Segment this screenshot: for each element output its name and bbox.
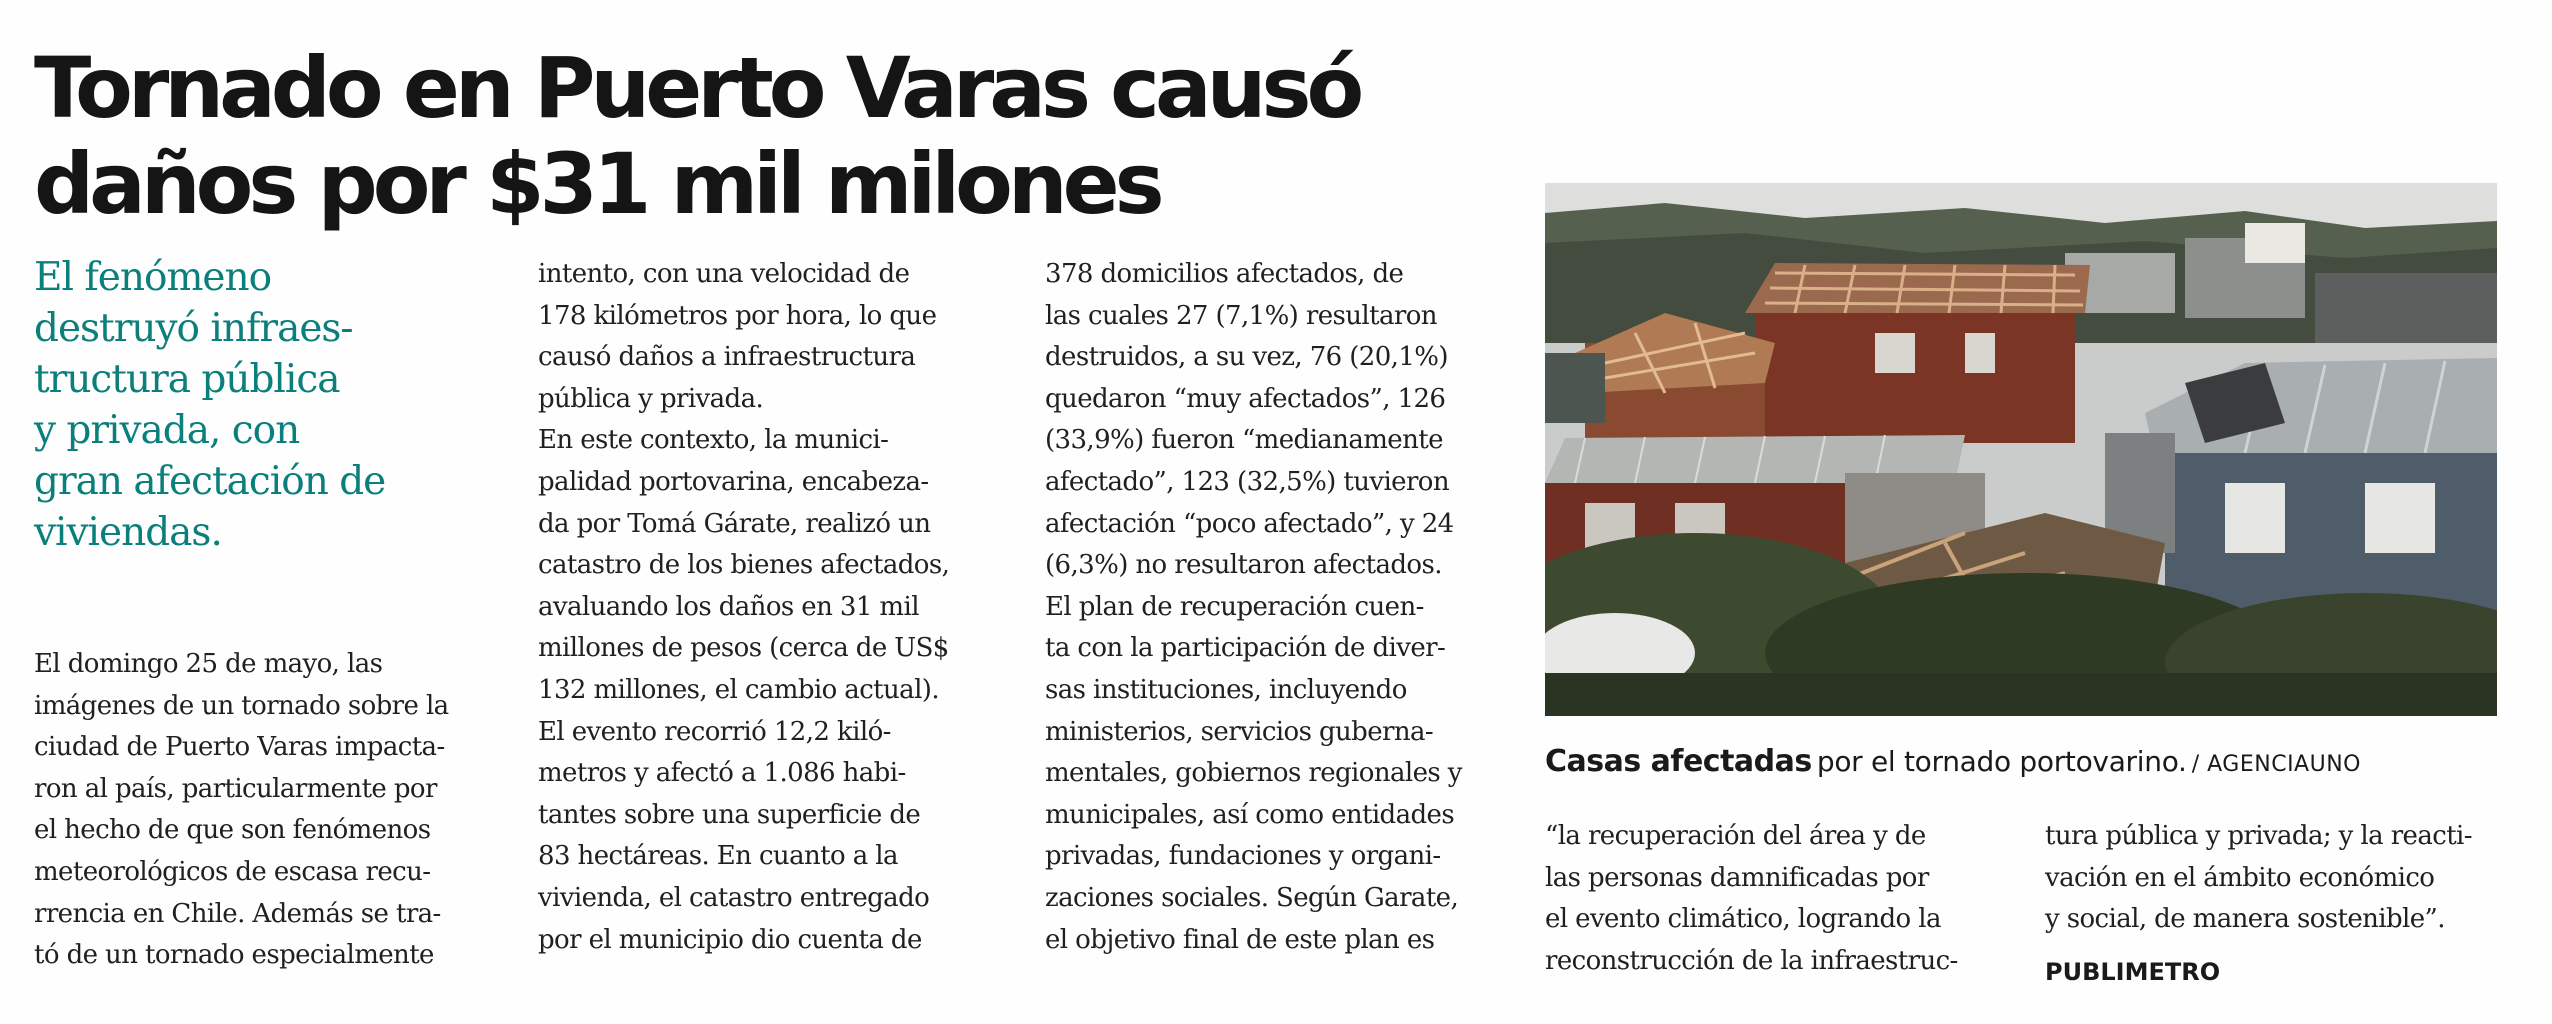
lead-line: tructura pública (34, 357, 340, 402)
caption-text: por el tornado portovarino. (1816, 745, 2187, 778)
article-line: afectación “poco afectado”, y 24 (1045, 508, 1454, 539)
article-line: las cuales 27 (7,1%) resultaron (1045, 300, 1437, 331)
caption-title: Casas afectadas (1545, 744, 1812, 779)
article-line: catastro de los bienes afectados, (538, 550, 950, 581)
article-line: (33,9%) fueron “medianamente (1045, 425, 1443, 456)
lead-line: El fenómeno (34, 255, 272, 300)
article-column-1 (34, 644, 490, 977)
article-line: reconstrucción de la infraestruc- (1545, 945, 1958, 976)
headline (34, 40, 1534, 232)
article-column-4 (1545, 816, 1995, 982)
article-column-5 (2045, 816, 2475, 941)
article-line: (6,3%) no resultaron afectados. (1045, 550, 1442, 581)
article-line: afectado”, 123 (32,5%) tuvieron (1045, 466, 1449, 497)
article-line: privadas, fundaciones y organi- (1045, 841, 1441, 872)
article-line: mentales, gobiernos regionales y (1045, 758, 1462, 789)
article-column-3 (1045, 254, 1497, 961)
photo-credit: / AGENCIAUNO (2191, 752, 2361, 777)
headline-line: daños por $31 mil milones (34, 135, 1160, 233)
article-line: ta con la participación de diver- (1045, 633, 1446, 664)
article-line: tó de un tornado especialmente (34, 940, 434, 971)
lead-line: destruyó infraes- (34, 306, 353, 351)
news-photo (1545, 183, 2497, 716)
article-line: ron al país, particularmente por (34, 773, 437, 804)
article-line: intento, con una velocidad de (538, 259, 910, 289)
article-column-2 (538, 254, 990, 961)
lead-line: gran afectación de (34, 459, 386, 504)
article-line: tantes sobre una superficie de (538, 799, 921, 830)
article-line: imágenes de un tornado sobre la (34, 690, 449, 721)
publication-credit: PUBLIMETRO (2045, 958, 2221, 986)
article-line: palidad portovarina, encabeza- (538, 466, 929, 497)
article-line: meteorológicos de escasa recu- (34, 856, 431, 887)
article-line: El plan de recuperación cuen- (1045, 591, 1424, 622)
article-line: “la recuperación del área y de (1545, 821, 1926, 851)
article-line: y social, de manera sostenible”. (2045, 904, 2445, 935)
article-line: avaluando los daños en 31 mil (538, 591, 919, 622)
lead-deck (34, 252, 534, 558)
article-line: quedaron “muy afectados”, 126 (1045, 383, 1446, 414)
article-line: vivienda, el catastro entregado (538, 882, 930, 913)
article-line: por el municipio dio cuenta de (538, 924, 922, 955)
article-line: pública y privada. (538, 383, 764, 414)
article-line: 178 kilómetros por hora, lo que (538, 300, 937, 331)
article-line: El evento recorrió 12,2 kiló- (538, 716, 891, 747)
article-line: el objetivo final de este plan es (1045, 924, 1435, 955)
article-line: municipales, así como entidades (1045, 799, 1455, 830)
article-line: 378 domicilios afectados, de (1045, 259, 1404, 289)
article-line: las personas damnificadas por (1545, 862, 1929, 893)
article-line: El domingo 25 de mayo, las (34, 649, 383, 679)
article-line: el hecho de que son fenómenos (34, 815, 431, 846)
headline-line: Tornado en Puerto Varas causó (34, 39, 1360, 137)
article-line: zaciones sociales. Según Garate, (1045, 882, 1459, 913)
article-line: 83 hectáreas. En cuanto a la (538, 841, 898, 872)
article-line: vación en el ámbito económico (2045, 862, 2435, 893)
article-line: rrencia en Chile. Además se tra- (34, 898, 441, 929)
article-line: metros y afectó a 1.086 habi- (538, 758, 906, 789)
photo-caption (1545, 744, 2505, 779)
article-line: sas instituciones, incluyendo (1045, 674, 1407, 705)
article-line: destruidos, a su vez, 76 (20,1%) (1045, 342, 1448, 373)
article-line: causó daños a infraestructura (538, 342, 916, 373)
lead-line: viviendas. (34, 510, 222, 555)
article-line: En este contexto, la munici- (538, 425, 889, 456)
article-line: ciudad de Puerto Varas impacta- (34, 732, 445, 763)
article-line: 132 millones, el cambio actual). (538, 674, 939, 705)
article-line: da por Tomá Gárate, realizó un (538, 508, 931, 539)
article-line: millones de pesos (cerca de US$ (538, 633, 949, 664)
article-line: el evento climático, logrando la (1545, 904, 1941, 935)
lead-line: y privada, con (34, 408, 300, 453)
article-line: tura pública y privada; y la reacti- (2045, 821, 2472, 851)
article-line: ministerios, servicios guberna- (1045, 716, 1434, 747)
